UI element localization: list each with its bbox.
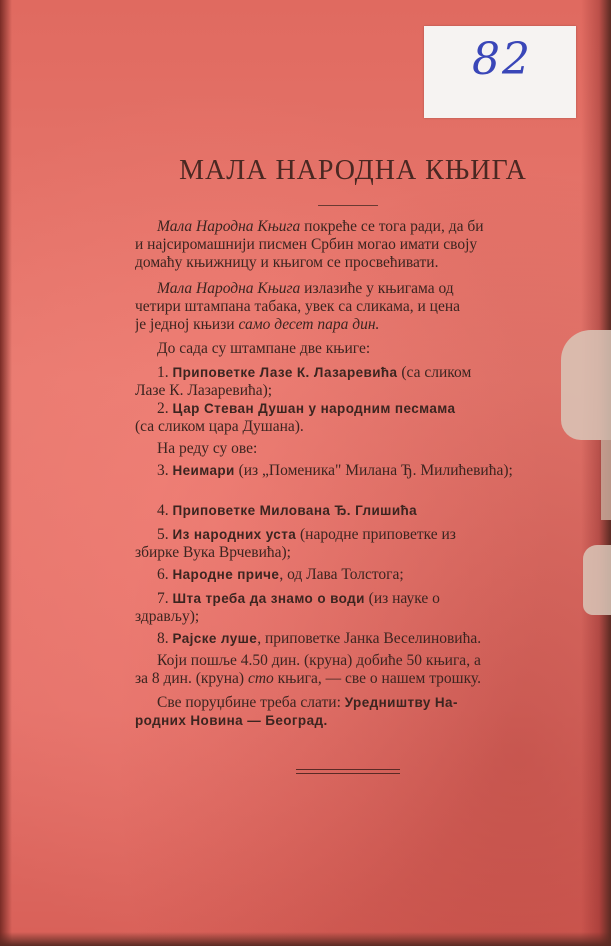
text-line: На реду су ове: xyxy=(157,440,258,457)
text-line: родних Новина — Београд. xyxy=(135,713,328,728)
list-item: 1. Приповетке Лазе К. Лазаревића (са сликом xyxy=(157,364,472,381)
text-line: за 8 дин. (круна) сто књига, — све о нашем трошку. xyxy=(135,670,481,687)
text-line: Мала Народна Књига излазиће у књигама од xyxy=(157,280,454,297)
catalog-number: 82 xyxy=(472,34,532,85)
list-item: 2. Цар Стеван Душан у народним песмама xyxy=(157,400,456,417)
catalog-label xyxy=(424,26,576,118)
text-line: четири штампана табака, увек са сликама, и цена xyxy=(135,298,461,315)
page-title: МАЛА НАРОДНА КЊИГА xyxy=(179,155,527,186)
text-line: До сада су штампане две књиге: xyxy=(157,340,371,357)
worn-paper-patch xyxy=(583,545,611,615)
list-item: 4. Приповетке Милована Ђ. Глишића xyxy=(157,502,418,519)
title-divider xyxy=(318,205,378,206)
list-item: 6. Народне приче, од Лава Толстога; xyxy=(157,566,404,583)
list-item: 5. Из народних уста (народне приповетке из xyxy=(157,526,456,543)
text-line: Све поруџбине треба слати: Уредништву На- xyxy=(157,694,458,711)
text-line: је једној књизи само десет пара дин. xyxy=(135,316,380,333)
text-line: домаћу књижницу и књигом се просвећивати. xyxy=(135,254,439,271)
cover-left-edge xyxy=(0,0,12,946)
list-item: Лазе К. Лазаревића); xyxy=(135,382,273,399)
text-line: Који пошље 4.50 дин. (круна) добиће 50 књига, а xyxy=(157,652,481,669)
cover-bottom-edge xyxy=(0,932,611,946)
worn-paper-patch xyxy=(561,330,611,440)
ornamental-rule xyxy=(296,769,400,774)
worn-paper-patch xyxy=(601,440,611,520)
list-item: здрављу); xyxy=(135,608,200,625)
list-item: (са сликом цара Душана). xyxy=(135,418,304,435)
list-item: збирке Вука Врчевића); xyxy=(135,544,291,561)
text-line: и најсиромашнији писмен Србин могао имати своју xyxy=(135,236,478,253)
list-item: 3. Неимари (из „Поменика" Милана Ђ. Милићевића); xyxy=(157,462,513,479)
list-item: 7. Шта треба да знамо о води (из науке о xyxy=(157,590,440,607)
list-item: 8. Рајске луше, приповетке Јанка Веселиновића. xyxy=(157,630,482,647)
text-line: Мала Народна Књига покреће се тога ради, да би xyxy=(157,218,484,235)
